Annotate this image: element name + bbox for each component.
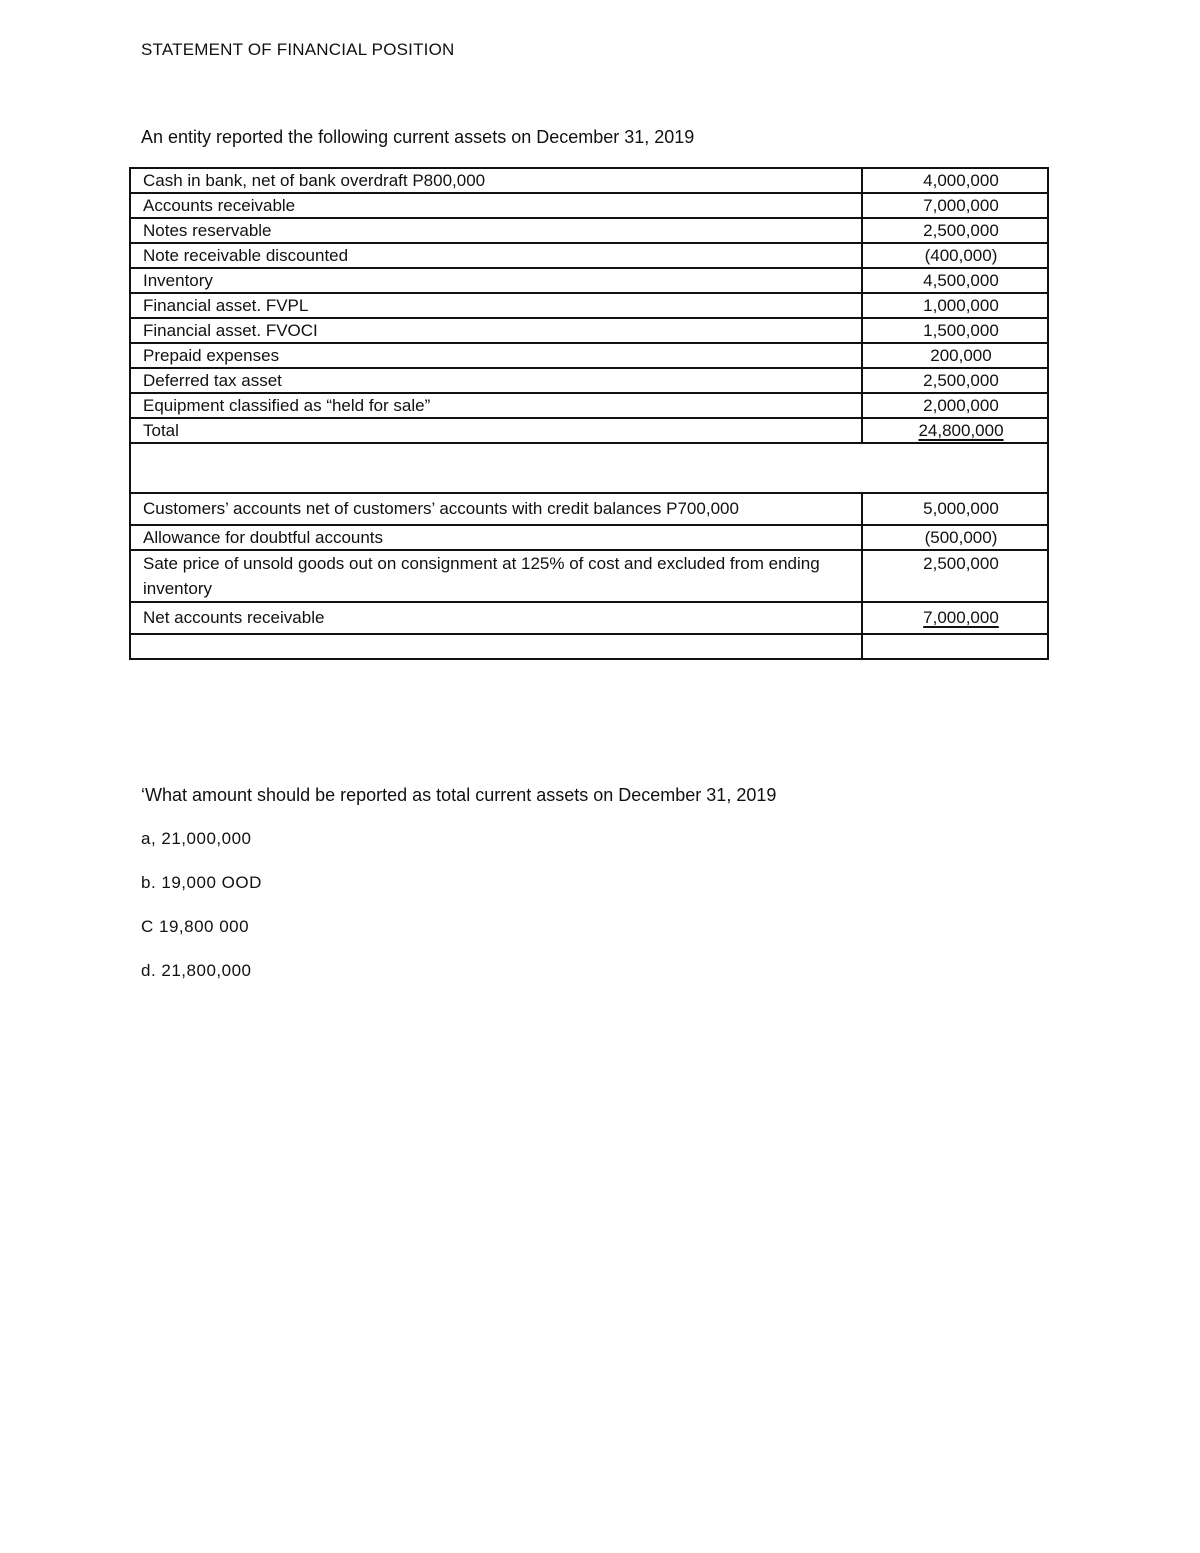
net-receivable-amount [862, 602, 1048, 634]
blank-row [130, 443, 1048, 493]
blank-cell [862, 634, 1048, 659]
blank-row [130, 634, 1048, 659]
table-row [130, 168, 1048, 193]
row-label: Notes reservable [130, 218, 862, 243]
row-label: Cash in bank, net of bank overdraft P800,000 [130, 168, 862, 193]
row-amount: 5,000,000 [862, 493, 1048, 525]
table-row [130, 218, 1048, 243]
table-row [130, 293, 1048, 318]
total-amount [862, 418, 1048, 443]
row-amount: 2,500,000 [862, 218, 1048, 243]
row-amount: (400,000) [862, 243, 1048, 268]
total-row [130, 418, 1048, 443]
row-label: Customers’ accounts net of customers’ accounts with credit balances P700,000 [130, 493, 862, 525]
question-text: ‘What amount should be reported as total current assets on December 31, 2019 [141, 785, 777, 805]
choice-a: a, 21,000,000 [141, 829, 252, 848]
row-label: Inventory [130, 268, 862, 293]
choice-b: b. 19,000 OOD [141, 873, 262, 892]
row-label: Note receivable discounted [130, 243, 862, 268]
row-amount: (500,000) [862, 525, 1048, 550]
row-amount: 1,000,000 [862, 293, 1048, 318]
table-row [130, 368, 1048, 393]
row-amount: 4,500,000 [862, 268, 1048, 293]
table-row [130, 193, 1048, 218]
row-label: Accounts receivable [130, 193, 862, 218]
total-amount-value: 24,800,000 [918, 421, 1004, 440]
table-row [130, 525, 1048, 550]
net-receivable-value: 7,000,000 [923, 608, 999, 627]
net-receivable-label: Net accounts receivable [130, 602, 862, 634]
row-amount: 2,500,000 [862, 368, 1048, 393]
row-amount: 2,500,000 [862, 550, 1048, 602]
blank-cell [130, 634, 862, 659]
row-amount: 1,500,000 [862, 318, 1048, 343]
row-label: Financial asset. FVPL [130, 293, 862, 318]
table-row [130, 493, 1048, 525]
table-row [130, 393, 1048, 418]
table-row [130, 318, 1048, 343]
table-row [130, 268, 1048, 293]
table-row [130, 343, 1048, 368]
row-label: Financial asset. FVOCI [130, 318, 862, 343]
choice-d: d. 21,800,000 [141, 961, 252, 980]
row-label: Sate price of unsold goods out on consignment at 125% of cost and excluded from ending inventory [130, 550, 862, 602]
row-label: Prepaid expenses [130, 343, 862, 368]
total-label: Total [130, 418, 862, 443]
row-amount: 4,000,000 [862, 168, 1048, 193]
table-row [130, 243, 1048, 268]
table-row [130, 550, 1048, 602]
choice-c: C 19,800 000 [141, 917, 250, 936]
row-amount: 2,000,000 [862, 393, 1048, 418]
row-label: Allowance for doubtful accounts [130, 525, 862, 550]
row-amount: 7,000,000 [862, 193, 1048, 218]
row-label: Deferred tax asset [130, 368, 862, 393]
row-label: Equipment classified as “held for sale” [130, 393, 862, 418]
blank-cell [130, 443, 1048, 493]
intro-text: An entity reported the following current assets on December 31, 2019 [141, 127, 695, 147]
page-title: STATEMENT OF FINANCIAL POSITION [141, 40, 455, 59]
row-amount: 200,000 [862, 343, 1048, 368]
net-receivable-row [130, 602, 1048, 634]
current-assets-table [129, 167, 1049, 660]
